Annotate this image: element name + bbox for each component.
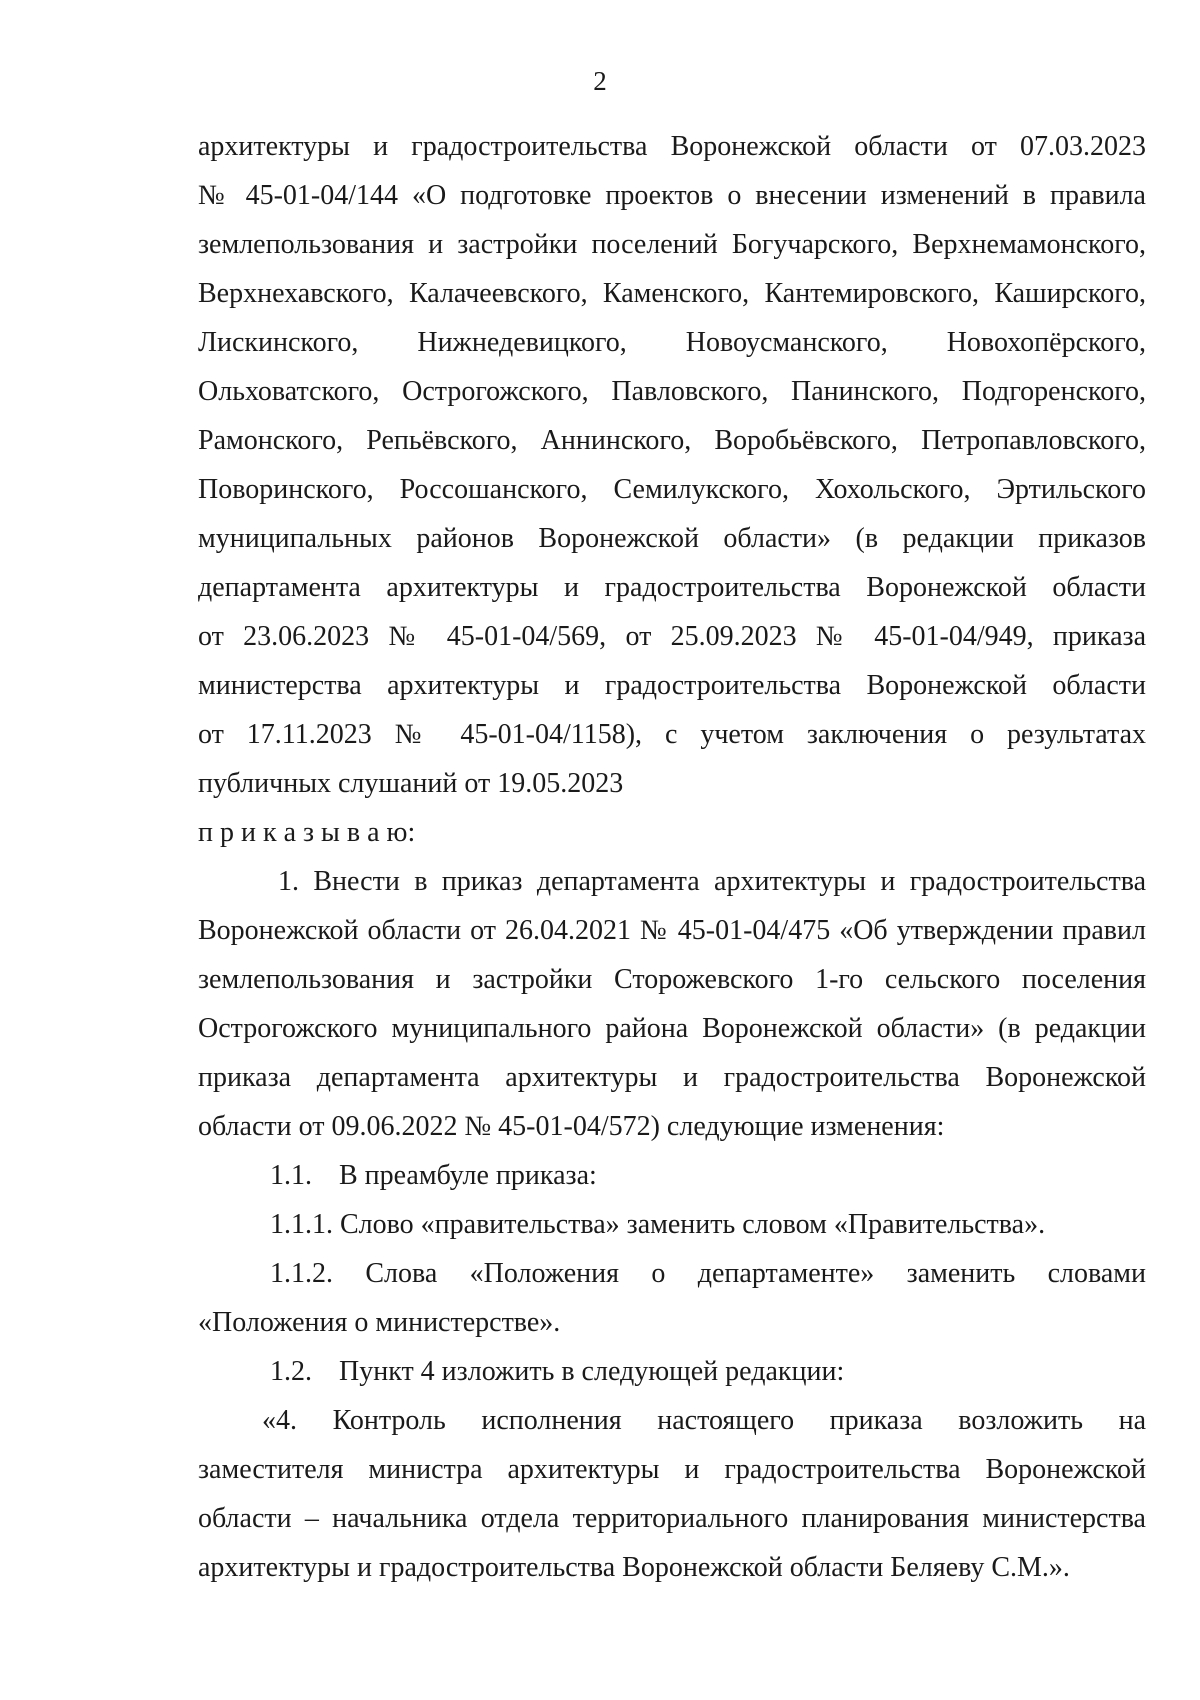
text-line: «Положения о министерстве». [198,1307,561,1338]
item-1-1 [198,1151,1146,1200]
text-line: Поворинского, Россошанского, Семилукского, Хохольского, Эртильского [198,474,1146,505]
item-1-1-2: 1.1.2. Слова «Положения о департаменте» заменить словами [270,1258,1146,1289]
paragraph-1-first-line: 1. Внести в приказ департамента архитектуры и градостроительства [278,866,1146,897]
text-line: Острогожского муниципального района Воронежской области» (в редакции [198,1013,1146,1044]
text-line: Рамонского, Репьёвского, Аннинского, Воробьёвского, Петропавловского, [198,425,1146,456]
text-line: департамента архитектуры и градостроительства Воронежской области [198,572,1146,603]
document-body [198,122,1146,1592]
text-line: публичных слушаний от 19.05.2023 [198,768,624,799]
item-1-1-1: 1.1.1. Слово «правительства» заменить словом «Правительства». [270,1209,1046,1240]
text-line: землепользования и застройки поселений Богучарского, Верхнемамонского, [198,229,1146,260]
item-text: В преамбуле приказа: [339,1160,597,1191]
text-line: заместителя министра архитектуры и градостроительства Воронежской [198,1454,1146,1485]
text-line: от 17.11.2023 № 45-01-04/1158), с учетом заключения о результатах [198,719,1146,750]
item-1-2 [198,1347,1146,1396]
text-line: архитектуры и градостроительства Воронежской области Беляеву С.М.». [198,1552,1070,1583]
order-verb: п р и к а з ы в а ю: [198,817,416,848]
text-line: Верхнехавского, Калачеевского, Каменского, Кантемировского, Каширского, [198,278,1146,309]
item-number: 1.2. [270,1356,312,1387]
text-line: от 23.06.2023 № 45-01-04/569, от 25.09.2023 № 45-01-04/949, приказа [198,621,1146,652]
text-line: архитектуры и градостроительства Воронежской области от 07.03.2023 [198,131,1146,162]
text-line: № 45-01-04/144 «О подготовке проектов о внесении изменений в правила [198,180,1146,211]
page-number: 2 [593,66,607,96]
text-line: муниципальных районов Воронежской области» (в редакции приказов [198,523,1146,554]
text-line: Ольховатского, Острогожского, Павловского, Панинского, Подгоренского, [198,376,1146,407]
text-line: землепользования и застройки Сторожевского 1-го сельского поселения [198,964,1146,995]
text-line: приказа департамента архитектуры и градостроительства Воронежской [198,1062,1146,1093]
quote-first-line: «4. Контроль исполнения настоящего приказа возложить на [262,1405,1146,1436]
item-number: 1.1. [270,1160,312,1191]
text-line: министерства архитектуры и градостроительства Воронежской области [198,670,1146,701]
text-line: Воронежской области от 26.04.2021 № 45-01-04/475 «Об утверждении правил [198,915,1146,946]
text-line: Лискинского, Нижнедевицкого, Новоусманского, Новохопёрского, [198,327,1146,358]
item-text: Пункт 4 изложить в следующей редакции: [339,1356,845,1387]
text-line: области от 09.06.2022 № 45-01-04/572) следующие изменения: [198,1111,945,1142]
text-line: области – начальника отдела территориального планирования министерства [198,1503,1146,1534]
